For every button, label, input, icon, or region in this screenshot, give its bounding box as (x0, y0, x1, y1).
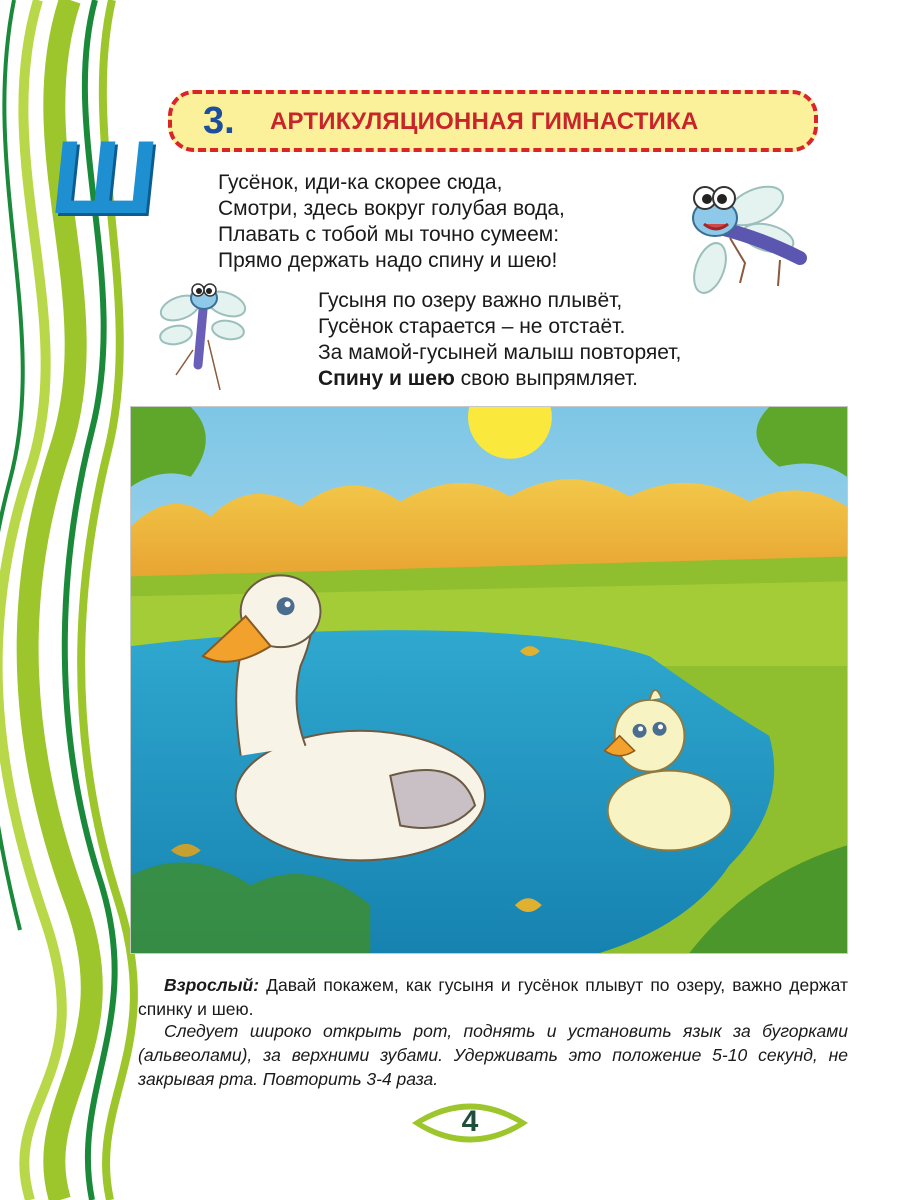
poem-line: Гусёнок старается – не отстаёт. (318, 315, 626, 338)
dragonfly-icon (158, 280, 248, 398)
poem-line: Гусыня по озеру важно плывёт, (318, 289, 623, 312)
adult-speech-paragraph (138, 973, 848, 1021)
page-number: 4 (461, 1105, 479, 1138)
geese-lake-illustration (130, 406, 848, 954)
poem-line-rest: свою выпрямляет. (454, 367, 638, 390)
poem-stanza-2 (318, 288, 681, 392)
poem-bold-phrase: Спину и шею (318, 367, 455, 390)
poem-line (318, 366, 681, 392)
poem-line: Смотри, здесь вокруг голубая вода, (218, 197, 565, 220)
task-paragraph (138, 1019, 848, 1091)
speaker-label: Взрослый: (164, 975, 260, 995)
speech-text: Давай покажем, как гусыня и гусёнок плывут по озеру, важно держат спинку и шею. (138, 975, 848, 1019)
chapter-letter: Ш (45, 120, 163, 236)
poem-line: Плавать с тобой мы точно сумеем: (218, 223, 560, 246)
section-title: АРТИКУЛЯЦИОННАЯ ГИМНАСТИКА (270, 108, 699, 135)
poem-line: Прямо держать надо спину и шею! (218, 249, 558, 272)
poem-line: Гусёнок, иди-ка скорее сюда, (218, 171, 503, 194)
dragonfly-icon (660, 168, 810, 303)
section-number: 3. (203, 100, 235, 142)
poem-line: За мамой-гусыней малыш повторяет, (318, 341, 682, 364)
task-text: Следует широко открыть рот, поднять и установить язык за бугорками (альвеолами), за верхними зубами. Удерживать это положение 5-10 секунд, не закрывая рта. Повторить 3-4 раза. (138, 1021, 848, 1089)
poem-stanza-1 (218, 170, 565, 274)
